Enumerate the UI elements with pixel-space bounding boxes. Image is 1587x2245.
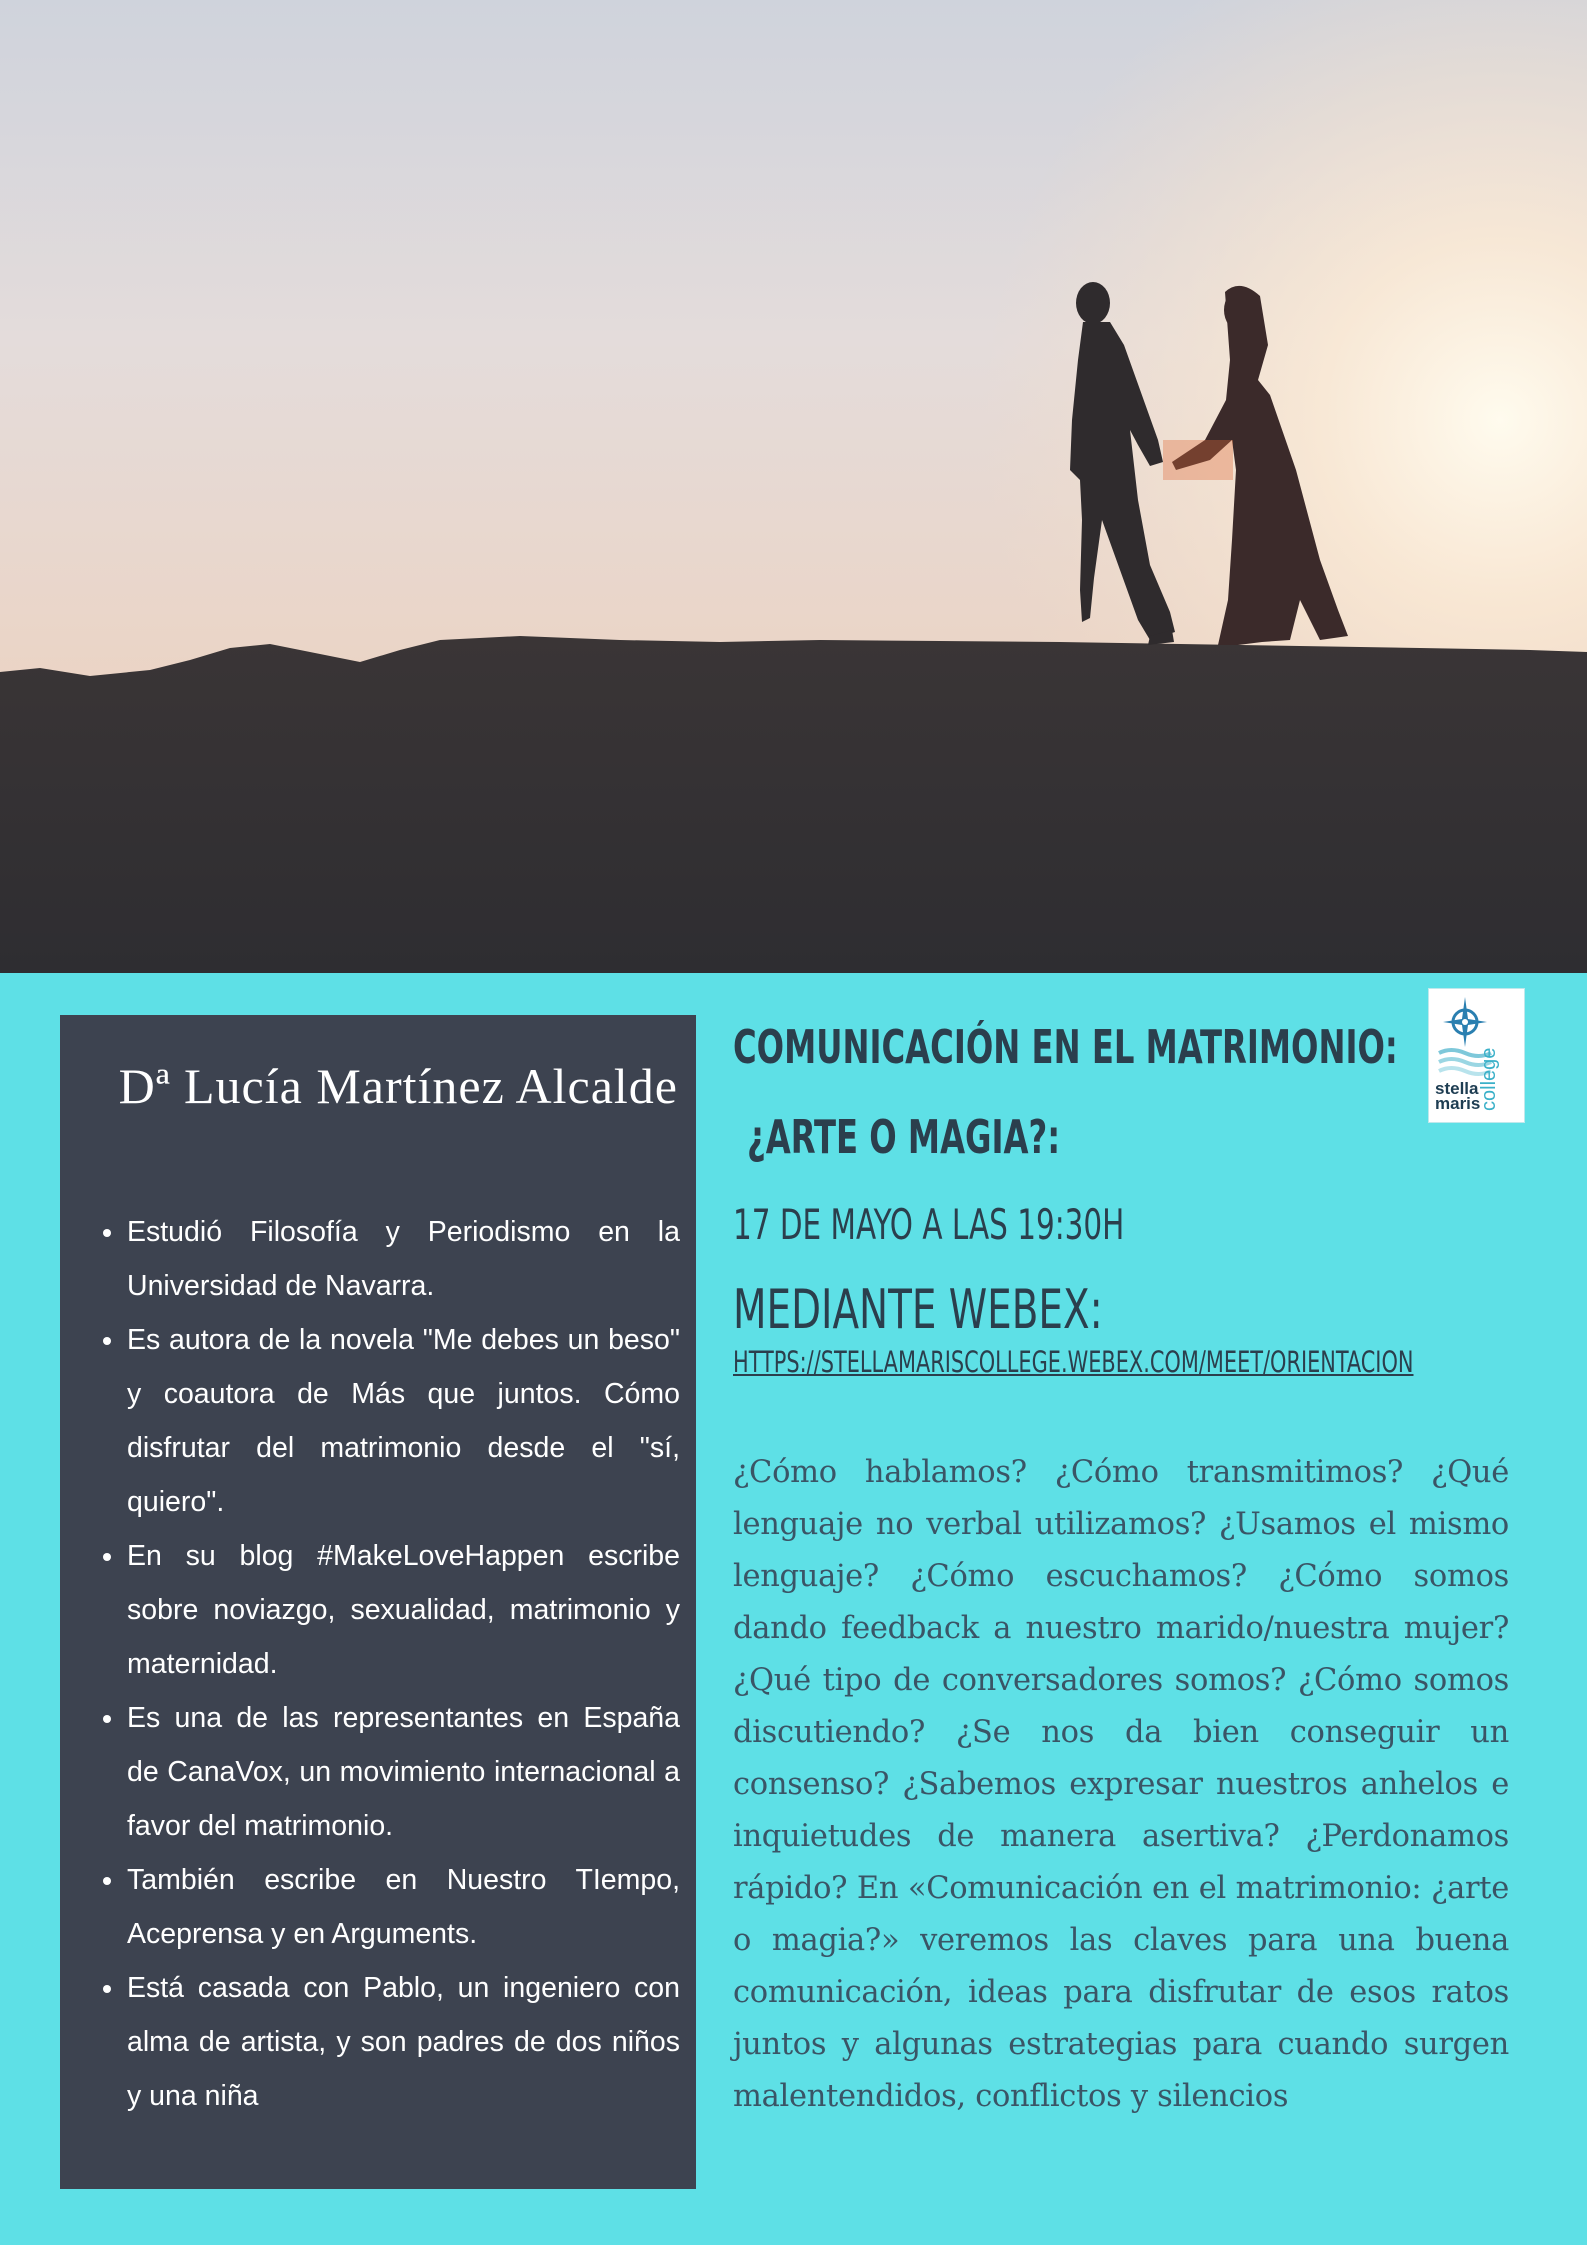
bio-item: Está casada con Pablo, un ingeniero con alma de artista, y son padres de dos niños y una niña: [127, 1961, 680, 2123]
webex-meeting-link[interactable]: HTTPS://STELLAMARISCOLLEGE.WEBEX.COM/MEET/ORIENTACION: [733, 1345, 1414, 1379]
bio-item: También escribe en Nuestro TIempo, Aceprensa y en Arguments.: [127, 1853, 680, 1961]
event-description: ¿Cómo hablamos? ¿Cómo transmitimos? ¿Qué lenguaje no verbal utilizamos? ¿Usamos el mismo lenguaje? ¿Cómo escuchamos? ¿Cómo somos dando feedback a nuestro marido/nuestra mujer? ¿Qué tipo de conversadores somos? ¿Cómo somos discutiendo? ¿Se nos da bien conseguir un consenso? ¿Sabemos expresar nuestros anhelos e inquietudes de manera asertiva? ¿Perdonamos rápido? En «Comunicación en el matrimonio: ¿arte o magia?» veremos las claves para una buena comunicación, ideas para disfrutar de esos ratos juntos y algunas estrategias para cuando surgen malentendidos, conflictos y silencios: [733, 1455, 1509, 2114]
logo-text-college: college: [1478, 1047, 1500, 1111]
event-title-line2: ¿ARTE O MAGIA?:: [747, 1110, 1061, 1164]
ridge-silhouette: [0, 636, 1587, 973]
bio-item: En su blog #MakeLoveHappen escribe sobre noviazgo, sexualidad, matrimonio y maternidad.: [127, 1529, 680, 1691]
speaker-name: Dª Lucía Martínez Alcalde: [118, 1058, 678, 1114]
bio-item: Es una de las representantes en España de CanaVox, un movimiento internacional a favor del matrimonio.: [127, 1691, 680, 1853]
stella-maris-college-logo: [1428, 988, 1525, 1123]
logo-text-stella: stella: [1435, 1079, 1479, 1098]
event-date: 17 DE MAYO A LAS 19:30H: [733, 1200, 1125, 1249]
logo-text-maris: maris: [1435, 1094, 1481, 1113]
bio-list: [60, 1205, 680, 2123]
bio-item: Es autora de la novela "Me debes un beso" y coautora de Más que juntos. Cómo disfrutar del matrimonio desde el "sí, quiero".: [127, 1313, 680, 1529]
star-waves-icon: [1429, 989, 1524, 1081]
event-title-line1: COMUNICACIÓN EN EL MATRIMONIO:: [733, 1020, 1398, 1074]
hero-photo: [0, 0, 1587, 973]
sunset-scene: [0, 0, 1587, 973]
bio-item: Estudió Filosofía y Periodismo en la Universidad de Navarra.: [127, 1205, 680, 1313]
event-platform: MEDIANTE WEBEX:: [733, 1278, 1103, 1341]
speaker-bio-panel: [60, 1015, 696, 2189]
